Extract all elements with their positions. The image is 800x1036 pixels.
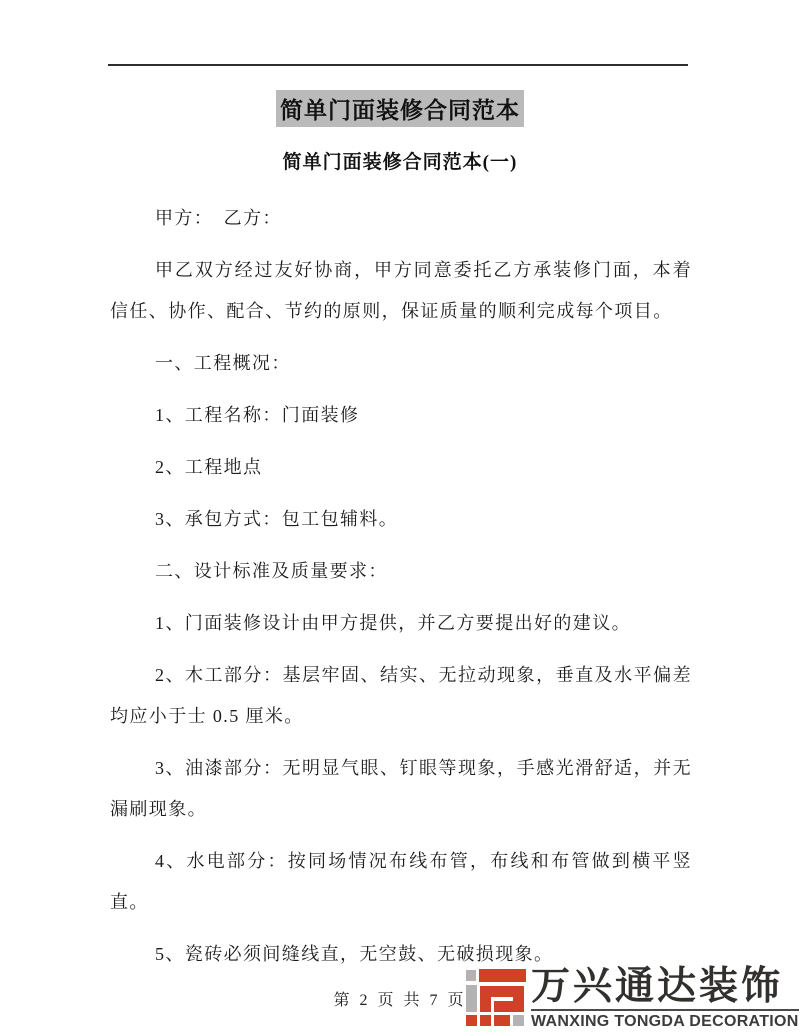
paragraph-item-2-2: 2、木工部分：基层牢固、结实、无拉动现象，垂直及水平偏差均应小于士 0.5 厘米。 — [110, 665, 692, 726]
paragraph-item-2-3: 3、油漆部分：无明显气眼、钉眼等现象，手感光滑舒适，并无漏刷现象。 — [110, 758, 692, 819]
logo-text-block — [531, 966, 799, 1030]
paragraph-parties: 甲方： 乙方： — [155, 208, 282, 228]
page-number: 第 2 页 共 7 页 — [333, 992, 467, 1009]
document-title: 简单门面装修合同范本 — [276, 90, 524, 127]
paragraph-section-2: 二、设计标准及质量要求： — [155, 561, 388, 581]
header-rule — [108, 64, 688, 66]
section-heading: 简单门面装修合同范本(一) — [282, 152, 518, 173]
logo-company-name-en: WANXING TONGDA DECORATION — [531, 1013, 799, 1030]
paragraph-item-1-3: 3、承包方式：包工包辅料。 — [155, 509, 399, 529]
title-row — [0, 90, 800, 127]
logo-mark-icon — [466, 969, 526, 1027]
paragraph-intro: 甲乙双方经过友好协商，甲方同意委托乙方承装修门面，本着信任、协作、配合、节约的原则，保证质量的顺利完成每个项目。 — [110, 260, 692, 321]
paragraph-item-2-1: 1、门面装修设计由甲方提供，并乙方要提出好的建议。 — [155, 613, 631, 633]
company-logo — [466, 966, 799, 1030]
logo-divider — [531, 1009, 799, 1011]
document-body — [110, 198, 692, 975]
paragraph-item-1-1: 1、工程名称：门面装修 — [155, 405, 360, 425]
paragraph-item-2-4: 4、水电部分：按同场情况布线布管，布线和布管做到横平竖直。 — [110, 851, 692, 912]
paragraph-item-1-2: 2、工程地点 — [155, 457, 263, 477]
paragraph-section-1: 一、工程概况： — [155, 353, 291, 373]
logo-company-name-cn: 万兴通达装饰 — [531, 965, 784, 1008]
paragraph-item-2-5: 5、瓷砖必须间缝线直，无空鼓、无破损现象。 — [155, 944, 554, 964]
